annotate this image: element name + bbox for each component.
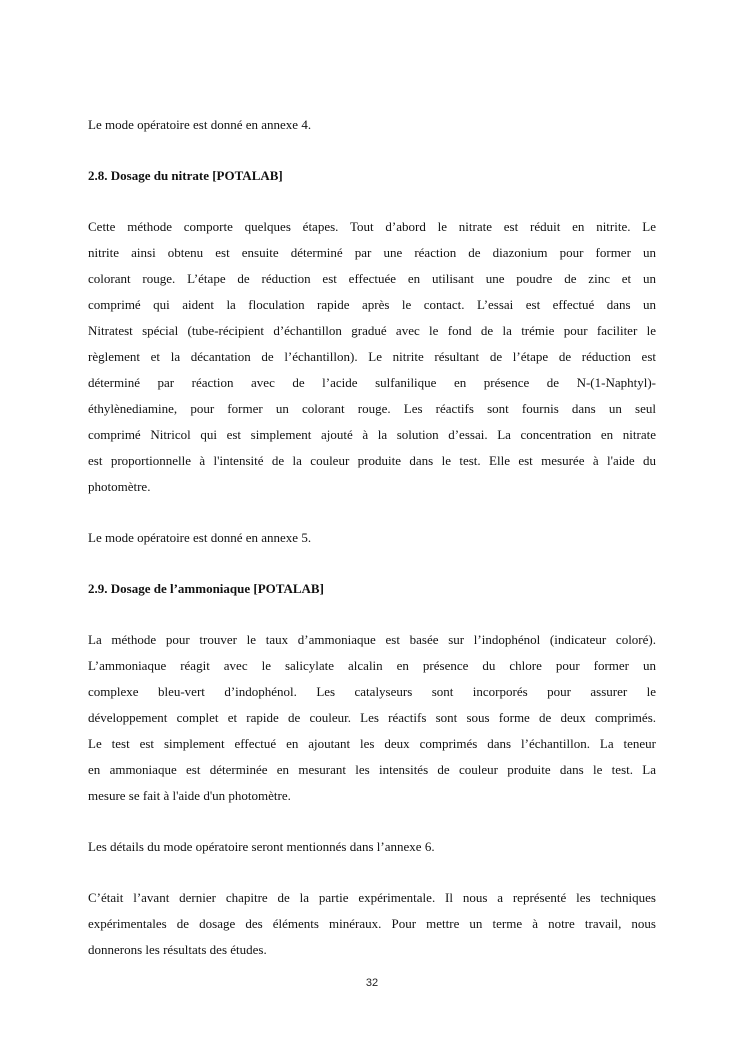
paragraph-line: comprimé qui aident la floculation rapide après le contact. L’essai est effectué dans un: [88, 297, 656, 312]
annex-6-line: Les détails du mode opératoire seront mentionnés dans l’annexe 6.: [88, 839, 435, 854]
paragraph-line: déterminé par réaction avec de l’acide sulfanilique en présence de N-(1-Naphtyl)-: [88, 375, 656, 390]
paragraph-line: complexe bleu-vert d’indophénol. Les catalyseurs sont incorporés pour assurer le: [88, 684, 656, 699]
paragraph-line: Cette méthode comporte quelques étapes. Tout d’abord le nitrate est réduit en nitrite. Le: [88, 219, 656, 234]
paragraph-line: développement complet et rapide de couleur. Les réactifs sont sous forme de deux comprimés.: [88, 710, 656, 725]
section-heading-ammoniaque: 2.9. Dosage de l’ammoniaque [POTALAB]: [88, 581, 324, 596]
conclusion-line: C’était l’avant dernier chapitre de la partie expérimentale. Il nous a représenté les techniques: [88, 890, 656, 905]
paragraph-line: Le test est simplement effectué en ajoutant les deux comprimés dans l’échantillon. La teneur: [88, 736, 656, 751]
paragraph-last-line: photomètre.: [88, 479, 151, 494]
paragraph-line: Nitratest spécial (tube-récipient d’échantillon gradué avec le fond de la trémie pour faciliter le: [88, 323, 656, 338]
conclusion-line: expérimentales de dosage des éléments minéraux. Pour mettre un terme à notre travail, nous: [88, 916, 656, 931]
conclusion-last-line: donnerons les résultats des études.: [88, 942, 267, 957]
paragraph-line: comprimé Nitricol qui est simplement ajouté à la solution d’essai. La concentration en nitrate: [88, 427, 656, 442]
page-number: 32: [365, 977, 379, 989]
paragraph-line: L’ammoniaque réagit avec le salicylate alcalin en présence du chlore pour former un: [88, 658, 656, 673]
section-heading-nitrate: 2.8. Dosage du nitrate [POTALAB]: [88, 168, 283, 183]
annex-5-line: Le mode opératoire est donné en annexe 5.: [88, 530, 312, 545]
paragraph-line: La méthode pour trouver le taux d’ammoniaque est basée sur l’indophénol (indicateur coloré).: [88, 632, 656, 647]
paragraph-line: colorant rouge. L’étape de réduction est effectuée en utilisant une poudre de zinc et un: [88, 271, 656, 286]
paragraph-line: éthylènediamine, pour former un colorant rouge. Les réactifs sont fournis dans un seul: [88, 401, 656, 416]
paragraph-last-line: mesure se fait à l'aide d'un photomètre.: [88, 788, 291, 803]
document-page: [88, 0, 656, 1053]
paragraph-line: en ammoniaque est déterminée en mesurant les intensités de couleur produite dans le test. La: [88, 762, 656, 777]
paragraph-line: est proportionnelle à l'intensité de la couleur produite dans le test. Elle est mesurée à l'aide du: [88, 453, 656, 468]
paragraph-line: nitrite ainsi obtenu est ensuite déterminé par une réaction de diazonium pour former un: [88, 245, 656, 260]
intro-annex-line: Le mode opératoire est donné en annexe 4.: [88, 117, 312, 132]
paragraph-line: règlement et la décantation de l’échantillon). Le nitrite résultant de l’étape de réduction est: [88, 349, 656, 364]
